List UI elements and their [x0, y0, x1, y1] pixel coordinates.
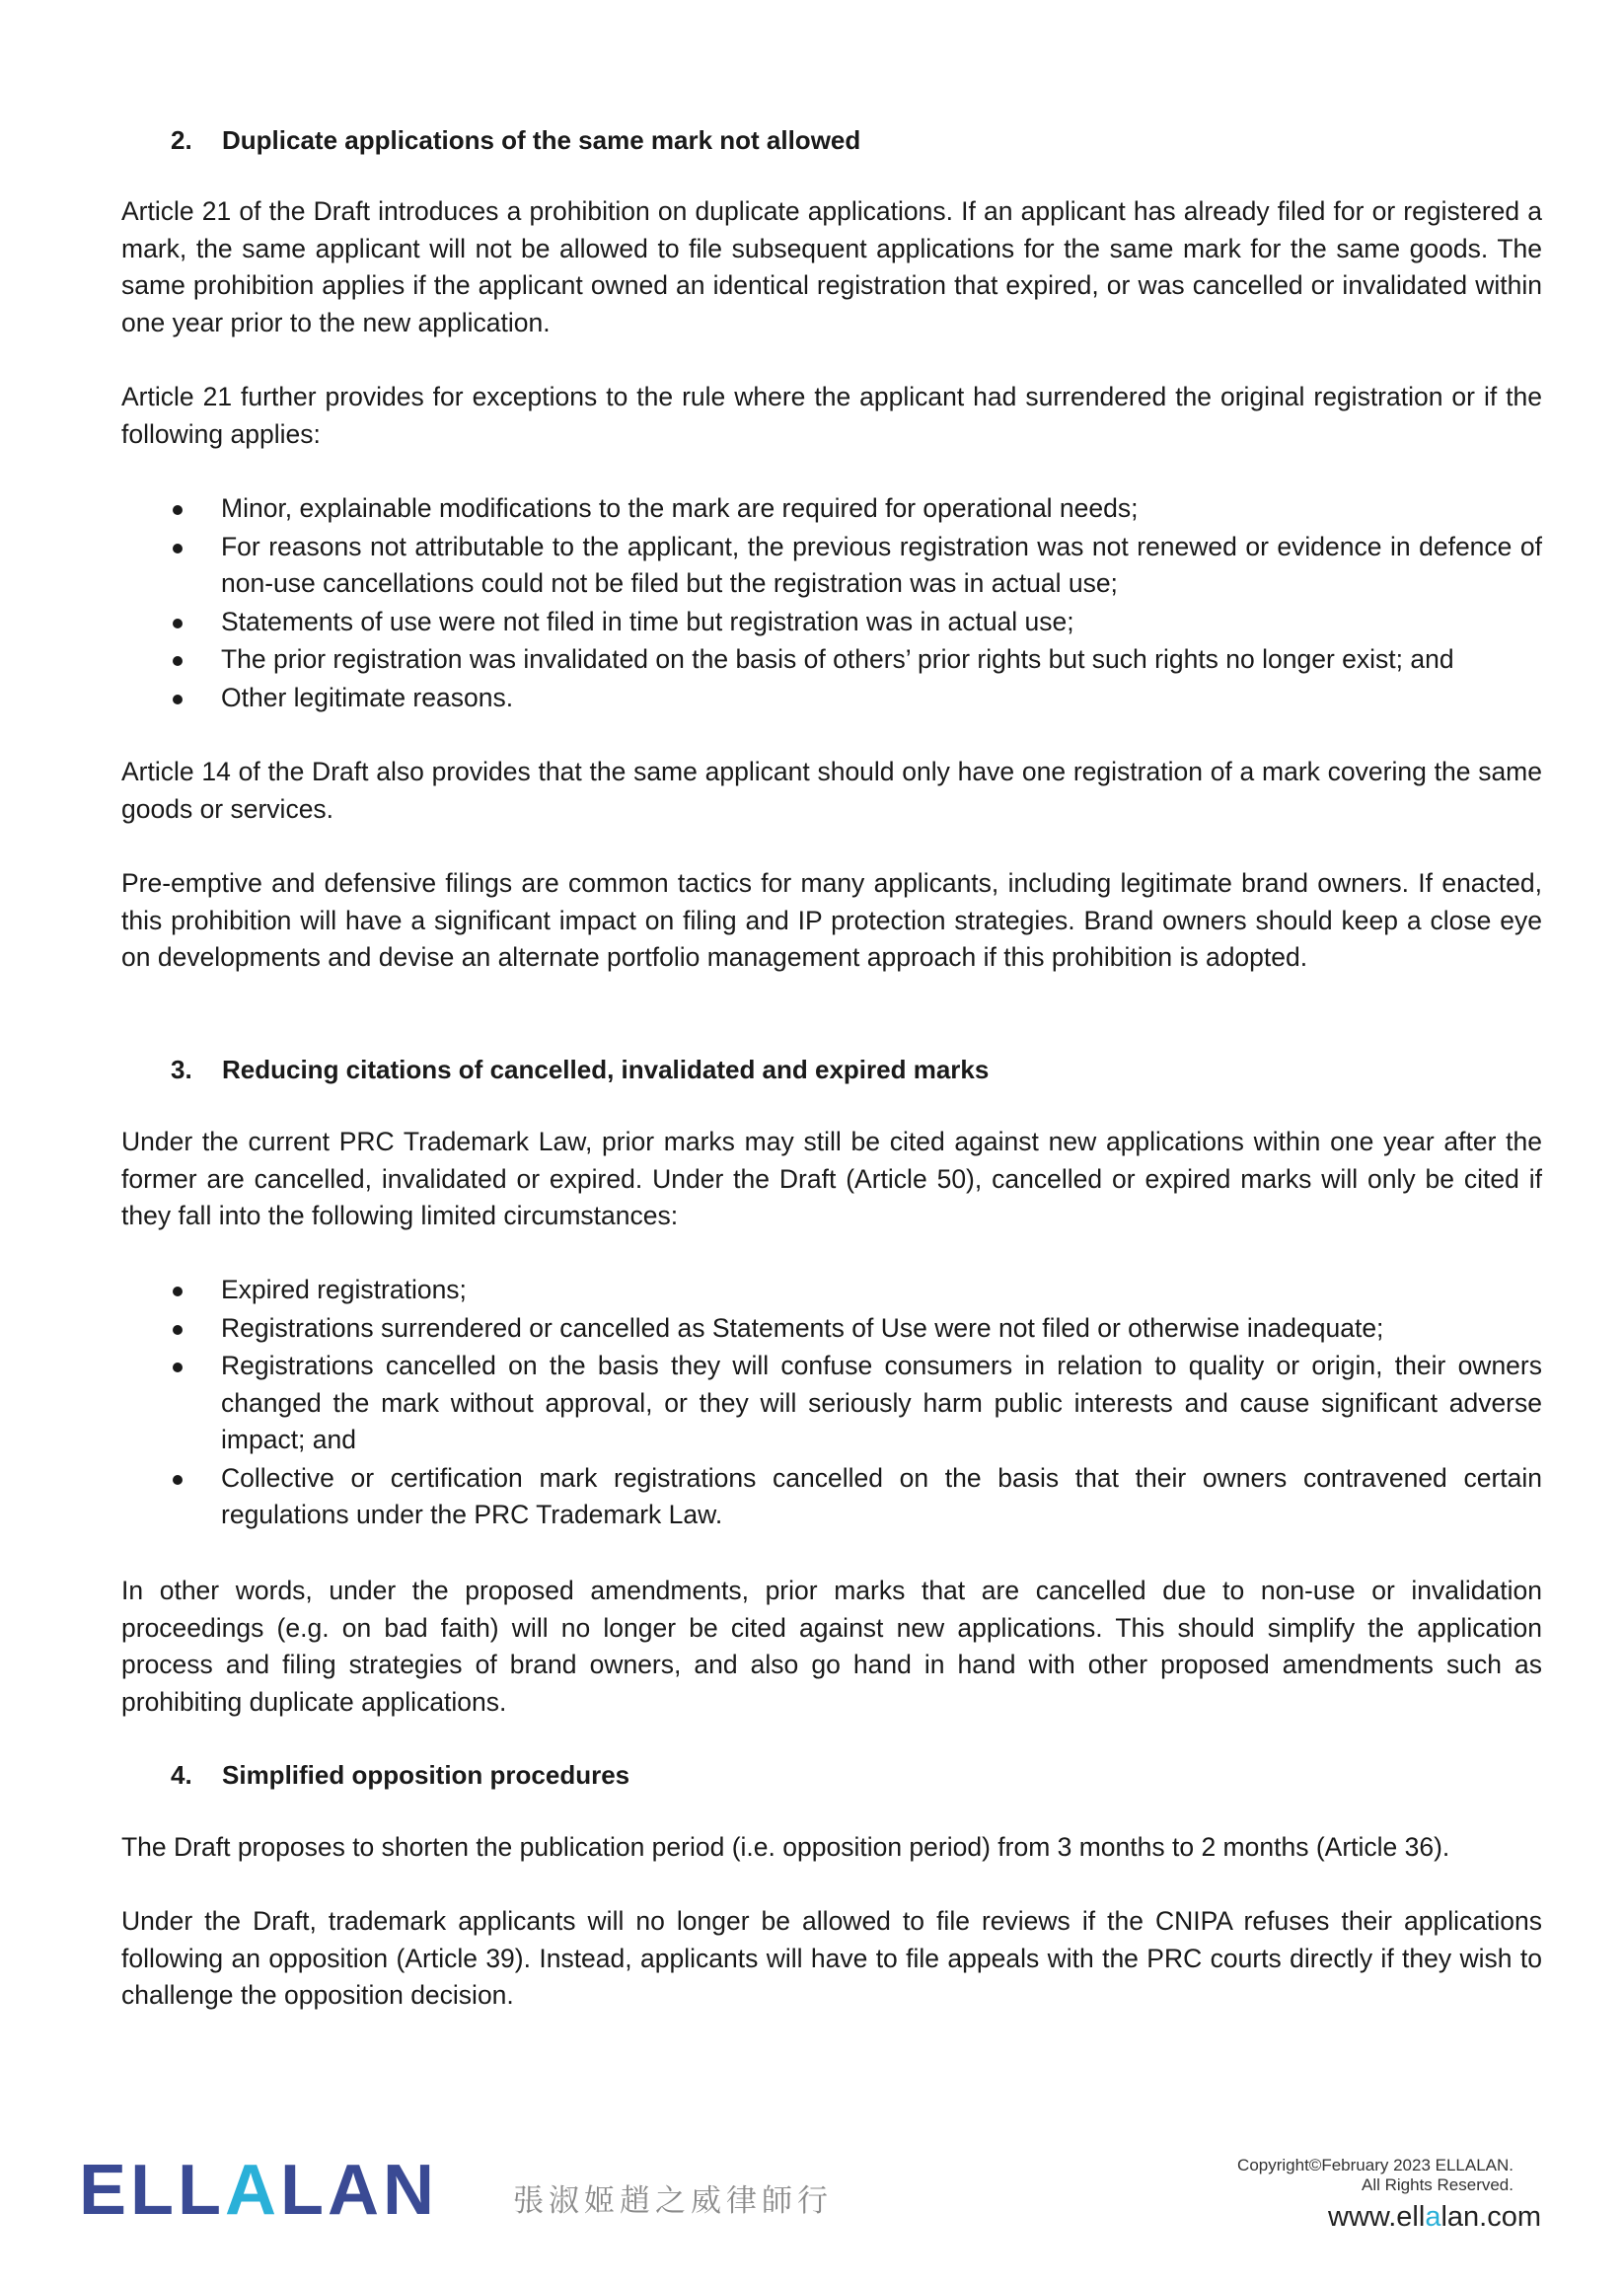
bullet-dot-icon: [173, 695, 183, 704]
section-heading: [171, 1051, 989, 1088]
copyright-line-1: Copyright©February 2023 ELLALAN.: [1237, 2156, 1513, 2174]
website-suffix: lan.com: [1440, 2201, 1541, 2233]
paragraph: Article 14 of the Draft also provides that the same applicant should only have one registration of a mark covering the same goods or services.: [121, 757, 1542, 824]
bullet-item: [121, 641, 1542, 679]
paragraph: Article 21 further provides for exceptions to the rule where the applicant had surrendered the original registration or if the following applies:: [121, 382, 1542, 449]
section-heading: [171, 121, 860, 159]
logo-letter: L: [130, 2151, 179, 2230]
section-title: Simplified opposition procedures: [222, 1760, 630, 1790]
bullet-text: Statements of use were not filed in time but registration was in actual use;: [221, 606, 1074, 636]
website-link[interactable]: [1328, 2201, 1541, 2234]
bullet-item: [121, 604, 1542, 641]
logo-letter: N: [382, 2151, 438, 2230]
bullet-item: [121, 1310, 1542, 1348]
paragraph: Under the current PRC Trademark Law, prior marks may still be cited against new applications within one year after the former are cancelled, invalidated or expired. Under the Draft (Article 50), cancelled or expired marks will only be cited if they fall into the following limited circumstances:: [121, 1127, 1542, 1230]
bullet-dot-icon: [173, 1363, 183, 1372]
paragraph: The Draft proposes to shorten the publication period (i.e. opposition period) from 3 months to 2 months (Article 36).: [121, 1832, 1450, 1862]
logo-letter: L: [178, 2151, 225, 2230]
bullet-dot-icon: [173, 1287, 183, 1296]
website-prefix: www.ell: [1328, 2201, 1426, 2233]
bullet-item: [121, 680, 1542, 717]
paragraph: In other words, under the proposed amendments, prior marks that are cancelled due to non-use or invalidation proceedings (e.g. on bad faith) will no longer be cited against new applications. This should simplify the application process and filing strategies of brand owners, and also go hand in hand with other proposed amendments such as prohibiting duplicate applications.: [121, 1576, 1542, 1717]
company-logo: [79, 2151, 438, 2230]
logo-letter: E: [79, 2151, 131, 2230]
bullet-text: For reasons not attributable to the applicant, the previous registration was not renewed or evidence in defence of non-use cancellations could not be filed but the registration was in actual use;: [221, 531, 1542, 598]
paragraph: Article 21 of the Draft introduces a prohibition on duplicate applications. If an applicant has already filed for or registered a mark, the same applicant will not be allowed to file subsequent applications for the same mark for the same goods. The same prohibition applies if the applicant owned an identical registration that expired, or was cancelled or invalidated within one year prior to the new application.: [121, 196, 1542, 337]
bullet-item: [121, 1460, 1542, 1534]
section-number: 4.: [171, 1760, 192, 1790]
bullet-item: [121, 1348, 1542, 1459]
bullet-dot-icon: [173, 1475, 183, 1485]
bullet-item: [121, 490, 1542, 528]
page-footer: [0, 2136, 1624, 2245]
chinese-firm-name: 張淑姬趙之威律師行: [513, 2183, 833, 2219]
section-title: Duplicate applications of the same mark not allowed: [222, 125, 861, 155]
bullet-dot-icon: [173, 505, 183, 515]
bullet-text: Expired registrations;: [221, 1275, 467, 1304]
website-highlight: a: [1425, 2201, 1441, 2233]
section-title: Reducing citations of cancelled, invalidated and expired marks: [222, 1055, 990, 1084]
section-number: 2.: [171, 125, 192, 155]
bullet-list: [121, 1272, 1542, 1535]
bullet-item: [121, 529, 1542, 603]
bullet-dot-icon: [173, 656, 183, 666]
logo-letter: L: [280, 2151, 328, 2230]
bullet-text: Minor, explainable modifications to the mark are required for operational needs;: [221, 493, 1139, 523]
logo-accent-letter: A: [225, 2151, 280, 2230]
bullet-item: [121, 1272, 1542, 1309]
bullet-text: Other legitimate reasons.: [221, 682, 514, 712]
bullet-text: The prior registration was invalidated on the basis of others’ prior rights but such rights no longer exist; and: [221, 644, 1454, 674]
bullet-dot-icon: [173, 544, 183, 553]
bullet-list: [121, 490, 1542, 717]
paragraph: Pre-emptive and defensive filings are common tactics for many applicants, including legitimate brand owners. If enacted, this prohibition will have a significant impact on filing and IP protection strategies. Brand owners should keep a close eye on developments and devise an alternate portfolio management approach if this prohibition is adopted.: [121, 868, 1542, 972]
bullet-dot-icon: [173, 619, 183, 628]
copyright-line-2: All Rights Reserved.: [1361, 2175, 1513, 2194]
paragraph: Under the Draft, trademark applicants will no longer be allowed to file reviews if the CNIPA refuses their applications following an opposition (Article 39). Instead, applicants will have to file appeals with the PRC courts directly if they wish to challenge the opposition decision.: [121, 1906, 1542, 2010]
bullet-text: Registrations surrendered or cancelled as Statements of Use were not filed or otherwise inadequate;: [221, 1312, 1384, 1343]
logo-letter: A: [327, 2151, 383, 2230]
copyright-notice: [1237, 2156, 1513, 2195]
bullet-dot-icon: [173, 1325, 183, 1335]
section-number: 3.: [171, 1055, 192, 1084]
bullet-text: Collective or certification mark registrations cancelled on the basis that their owners contravened certain regulations under the PRC Trademark Law.: [221, 1462, 1542, 1529]
bullet-text: Registrations cancelled on the basis they will confuse consumers in relation to quality or origin, their owners changed the mark without approval, or they will seriously harm public interests and cause significant adverse impact; and: [221, 1351, 1542, 1454]
section-heading: [171, 1756, 629, 1794]
